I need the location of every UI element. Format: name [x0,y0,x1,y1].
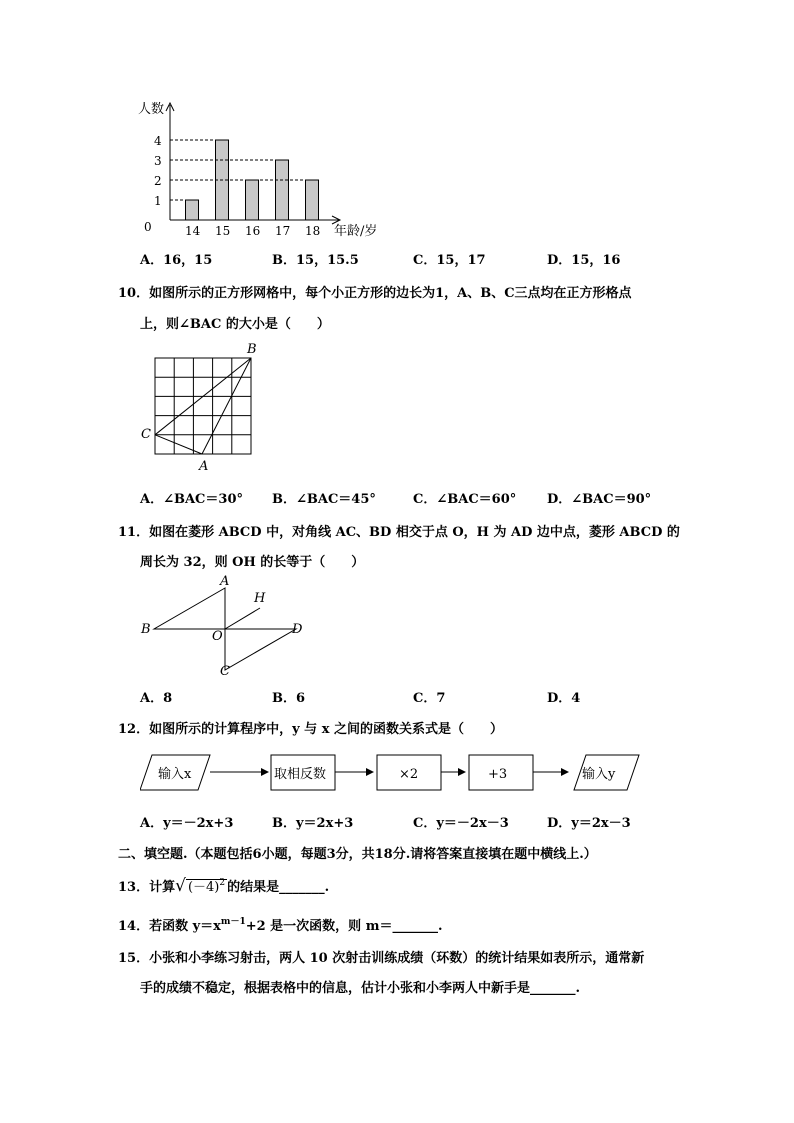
q9-bar-chart [130,95,390,245]
q9-option-c: C．15，17 [413,253,486,268]
q12-option-a: A．y＝－2x+3 [140,816,234,831]
y-tick-label: 1 [154,194,162,208]
q13-prefix: 13．计算 [118,880,176,895]
y-tick-label: 2 [154,174,162,188]
q10-option-a: A．∠BAC＝30° [140,492,243,507]
y-axis-label: 人数 [138,102,165,117]
label-b: B [141,622,151,637]
q9-option-a: A．16，15 [140,253,213,268]
sqrt-symbol: √ [175,876,186,896]
q15-stem-line1: 15．小张和小李练习射击，两人 10 次射击训练成绩（环数）的统计结果如表所示，通常新 [118,951,645,966]
label-a: A [220,574,230,589]
x-tick-label: 18 [305,224,321,238]
q10-option-b: B．∠BAC＝45° [272,492,376,507]
q14-stem [118,915,443,934]
x-tick-label: 14 [185,224,201,238]
q11-option-c: C．7 [413,691,446,706]
q10-option-c: C．∠BAC＝60° [413,492,517,507]
label-c: C [220,664,230,679]
q10-grid-figure [138,340,263,475]
q11-stem-line2: 周长为 32，则 OH 的长等于（ ） [140,555,365,570]
q9-option-b: B．15，15.5 [272,253,359,268]
x-axis-label: 年龄/岁 [334,224,378,239]
q11-option-a: A．8 [140,691,173,706]
bar [306,180,319,220]
label-c: C [141,427,151,442]
origin-label: 0 [144,220,152,234]
x-tick-label: 15 [215,224,231,238]
bar [246,180,259,220]
y-tick-label: 3 [154,154,162,168]
q12-option-c: C．y＝－2x－3 [413,816,509,831]
q11-option-b: B．6 [272,691,306,706]
flow-input-label: 输入x [158,767,192,782]
q13-stem [118,876,329,896]
label-h: H [254,591,266,606]
label-o: O [212,629,223,644]
segment-ab [202,358,251,454]
bar [186,200,199,220]
q14-exponent: m－1 [220,917,246,927]
bar [276,160,289,220]
flow-step2-label: ×2 [399,767,419,782]
label-b: B [247,342,257,357]
q13-suffix: 的结果是_______. [227,880,330,895]
label-a: A [199,459,209,474]
q12-flowchart [140,745,650,801]
q9-option-d: D．15，16 [547,253,621,268]
q11-stem-line1: 11．如图在菱形 ABCD 中，对角线 AC、BD 相交于点 O，H 为 AD 边中点，菱形 ABCD 的 [118,525,680,540]
segment-oh [225,608,260,629]
y-tick-label: 4 [154,134,162,148]
q12-option-d: D．y＝2x－3 [547,816,631,831]
q12-stem: 12．如图所示的计算程序中，y 与 x 之间的函数关系式是（ ） [118,722,503,737]
q14-prefix: 14．若函数 y＝x [118,919,221,934]
q13-radicand: $(-4)^2$ [187,878,226,895]
q11-option-d: D．4 [547,691,581,706]
label-d: D [292,622,303,637]
flow-step3-label: +3 [488,767,508,782]
q15-stem-line2: 手的成绩不稳定，根据表格中的信息，估计小张和小李两人中新手是_______. [140,981,581,996]
flow-step1-label: 取相反数 [274,767,327,782]
q10-stem-line1: 10．如图所示的正方形网格中，每个小正方形的边长为1，A、B、C三点均在正方形格点 [118,286,632,301]
q12-option-b: B．y＝2x+3 [272,816,354,831]
x-tick-label: 16 [245,224,261,238]
q14-suffix: +2 是一次函数，则 m＝_______. [245,919,443,934]
q10-stem-line2: 上，则∠BAC 的大小是（ ） [140,317,330,332]
flow-output-label: 输入y [582,767,616,782]
x-tick-label: 17 [275,224,291,238]
q11-rhombus-figure [138,572,313,682]
section-2-heading: 二、填空题.（本题包括6小题，每题3分，共18分.请将答案直接填在题中横线上.） [118,847,597,862]
q10-option-d: D．∠BAC＝90° [547,492,652,507]
segment-ca [155,435,202,454]
